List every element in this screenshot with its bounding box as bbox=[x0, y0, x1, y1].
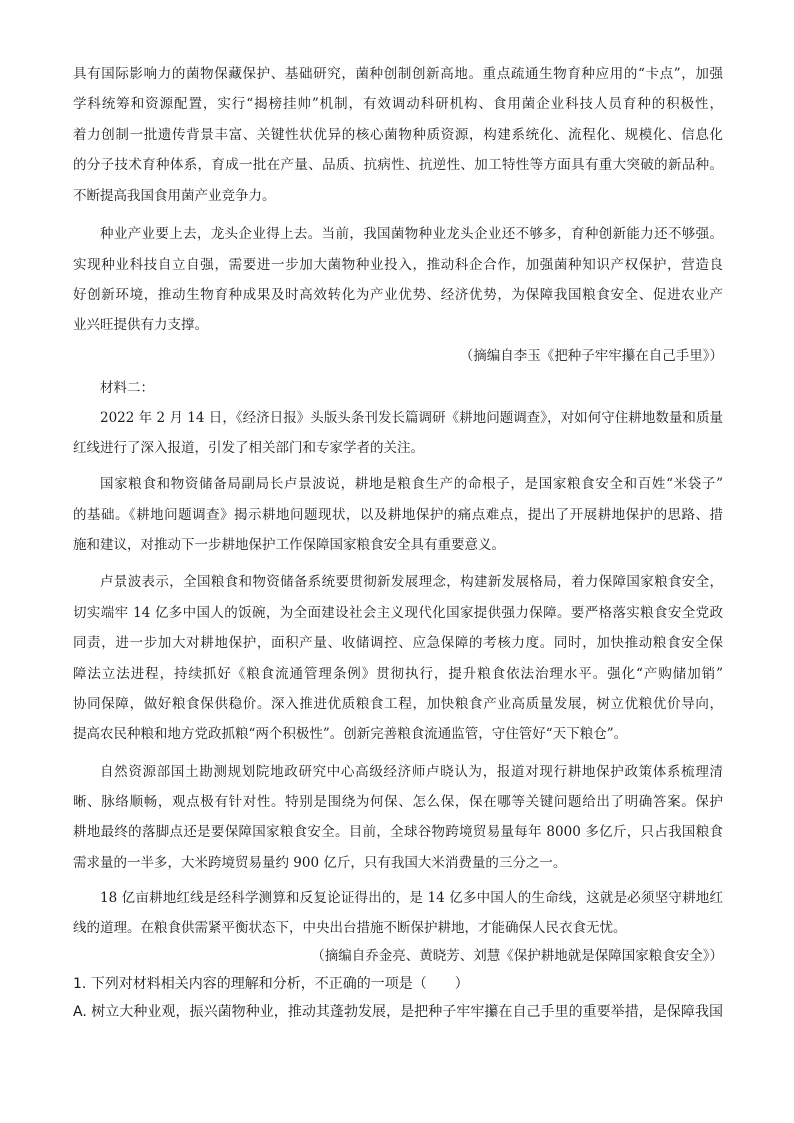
section-label: 材料二： bbox=[100, 380, 154, 396]
text-line: 红线进行了深入报道，引发了相关部门和专家学者的关注。 bbox=[73, 440, 424, 456]
text-line: 学科统筹和资源配置，实行“揭榜挂帅”机制，有效调动科研机构、食用菌企业科技人员育种的积极性， bbox=[73, 96, 723, 112]
text-line: 2022 年 2 月 14 日，《经济日报》头版头条刊发长篇调研《耕地问题调查》，对如何守住耕地数量和质量 bbox=[100, 410, 723, 426]
text-line: 国家粮食和物资储备局副局长卢景波说，耕地是粮食生产的命根子，是国家粮食安全和百姓“米袋子” bbox=[100, 476, 723, 492]
text-line: 的基础。《耕地问题调查》揭示耕地问题现状，以及耕地保护的痛点难点，提出了开展耕地保护的思路、措 bbox=[73, 507, 723, 523]
question-stem: 1. 下列对材料相关内容的理解和分析，不正确的一项是（ ） bbox=[73, 976, 469, 992]
text-line: 同责，进一步加大对耕地保护，面积产量、收储调控、应急保障的考核力度。同时，加快推动粮食安全保 bbox=[73, 635, 723, 651]
text-line: 好创新环境，推动生物育种成果及时高效转化为产业优势、经济优势，为保障我国粮食安全、促进农业产 bbox=[73, 287, 723, 303]
option-a: A. 树立大种业观，振兴菌物种业，推动其蓬勃发展，是把种子牢牢攥在自己手里的重要举措，是保障我国 bbox=[73, 1004, 723, 1020]
text-line: 实现种业科技自立自强，需要进一步加大菌物种业投入，推动科企合作，加强菌种知识产权保护，营造良 bbox=[73, 257, 723, 273]
text-line: 具有国际影响力的菌物保藏保护、基础研究，菌种创制创新高地。重点疏通生物育种应用的“卡点”，加强 bbox=[73, 66, 723, 82]
text-line: 自然资源部国土勘测规划院地政研究中心高级经济师卢晓认为，报道对现行耕地保护政策体系梳理清 bbox=[100, 764, 723, 780]
source-citation: （摘编自乔金亮、黄晓芳、刘慧《保护耕地就是保障国家粮食安全》） bbox=[311, 948, 723, 964]
text-line: 种业产业要上去，龙头企业得上去。当前，我国菌物种业龙头企业还不够多，育种创新能力还不够强。 bbox=[100, 226, 723, 242]
text-line: 晰、脉络顺畅，观点极有针对性。特别是围绕为何保、怎么保，保在哪等关键问题给出了明确答案。保护 bbox=[73, 794, 723, 810]
text-line: 施和建议，对推动下一步耕地保护工作保障国家粮食安全具有重要意义。 bbox=[73, 537, 505, 553]
text-line: 线的道理。在粮食供需紧平衡状态下，中央出台措施不断保护耕地，才能确保人民衣食无忧。 bbox=[73, 920, 627, 936]
text-line: 不断提高我国食用菌产业竞争力。 bbox=[73, 188, 276, 204]
text-line: 切实端牢 14 亿多中国人的饭碗，为全面建设社会主义现代化国家提供强力保障。要严格落实粮食安全党政 bbox=[73, 605, 723, 621]
text-line: 耕地最终的落脚点还是要保障国家粮食安全。目前，全球谷物跨境贸易量每年 8000 多亿斤，只占我国粮食 bbox=[73, 824, 723, 840]
text-line: 提高农民种粮和地方党政抓粮“两个积极性”。创新完善粮食流通监管，守住管好“天下粮仓”。 bbox=[73, 726, 628, 742]
source-citation: （摘编自李玉《把种子牢牢攥在自己手里》） bbox=[459, 348, 723, 364]
text-line: 需求量的一半多，大米跨境贸易量约 900 亿斤，只有我国大米消费量的三分之一。 bbox=[73, 855, 567, 871]
text-line: 障法立法进程，持续抓好《粮食流通管理条例》贯彻执行，提升粮食依法治理水平。强化“产购储加销” bbox=[73, 666, 723, 682]
text-line: 着力创制一批遗传背景丰富、关键性状优异的核心菌物种质资源，构建系统化、流程化、规模化、信息化 bbox=[73, 127, 723, 143]
text-line: 协同保障，做好粮食保供稳价。深入推进优质粮食工程，加快粮食产业高质量发展，树立优粮优价导向， bbox=[73, 696, 723, 712]
text-line: 的分子技术育种体系，育成一批在产量、品质、抗病性、抗逆性、加工特性等方面具有重大突破的新品种。 bbox=[73, 157, 723, 173]
text-line: 业兴旺提供有力支撑。 bbox=[73, 317, 208, 333]
text-line: 18 亿亩耕地红线是经科学测算和反复论证得出的，是 14 亿多中国人的生命线，这就是必须坚守耕地红 bbox=[100, 890, 723, 906]
text-line: 卢景波表示，全国粮食和物资储备系统要贯彻新发展理念，构建新发展格局，着力保障国家粮食安全， bbox=[100, 574, 723, 590]
